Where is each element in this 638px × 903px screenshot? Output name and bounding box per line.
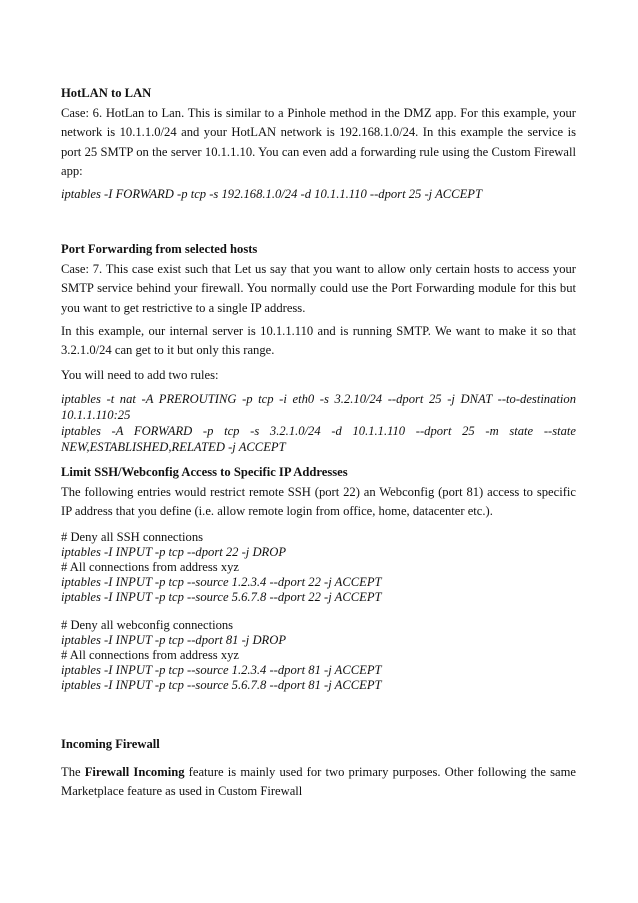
command-line: iptables -I INPUT -p tcp --source 1.2.3.4 --dport 22 -j ACCEPT — [61, 575, 382, 589]
command-prerouting-rule — [61, 391, 576, 455]
comment-line: # Deny all webconfig connections — [61, 618, 234, 632]
firewall-incoming-term: Firewall Incoming — [84, 765, 185, 779]
command-line: iptables -I INPUT -p tcp --source 5.6.7.8 --dport 22 -j ACCEPT — [61, 590, 382, 604]
paragraph-port-forwarding-case: Case: 7. This case exist such that Let us say that you want to allow only certain hosts to access your SMTP service behind your firewall. You normally could use the Port Forwarding module for this but you want to get restrictive to a single IP address. — [61, 262, 576, 315]
code-block-webconfig — [61, 618, 576, 693]
paragraph-prefix: The — [61, 765, 85, 779]
heading-incoming-firewall: Incoming Firewall — [61, 737, 160, 751]
comment-line: # Deny all SSH connections — [61, 530, 204, 544]
command-line: iptables -I INPUT -p tcp --source 1.2.3.4 --dport 81 -j ACCEPT — [61, 663, 382, 677]
heading-port-forwarding: Port Forwarding from selected hosts — [61, 242, 258, 256]
command-line: iptables -I INPUT -p tcp --dport 22 -j DROP — [61, 545, 287, 559]
command-line: iptables -I INPUT -p tcp --source 5.6.7.8 --dport 81 -j ACCEPT — [61, 678, 382, 692]
paragraph-suffix: feature is mainly used for two primary purposes. Other following the same Marketplace feature as used in Custom Firewall — [61, 765, 577, 799]
command-forward-line-1: iptables -A FORWARD -p tcp -s 3.2.1.0/24 -d 10.1.1.110 --dport 25 -m state --state — [61, 424, 576, 438]
command-line: iptables -I INPUT -p tcp --dport 81 -j DROP — [61, 633, 287, 647]
command-hotlan-forward: iptables -I FORWARD -p tcp -s 192.168.1.0/24 -d 10.1.1.110 --dport 25 -j ACCEPT — [61, 187, 482, 201]
command-forward-line-2: NEW,ESTABLISHED,RELATED -j ACCEPT — [61, 440, 286, 454]
heading-hotlan-to-lan: HotLAN to LAN — [61, 86, 152, 100]
code-block-ssh — [61, 530, 576, 605]
command-prerouting-line-2: 10.1.1.110:25 — [61, 408, 131, 422]
comment-line: # All connections from address xyz — [61, 560, 240, 574]
paragraph-incoming-firewall — [61, 763, 576, 802]
paragraph-ssh-webconfig: The following entries would restrict remote SSH (port 22) an Webconfig (port 81) access to specific IP address that you define (i.e. allow remote login from office, home, datacenter etc.). — [61, 485, 576, 519]
paragraph-two-rules: You will need to add two rules: — [61, 368, 219, 382]
heading-limit-ssh-webconfig: Limit SSH/Webconfig Access to Specific IP Addresses — [61, 465, 348, 479]
command-prerouting-line-1: iptables -t nat -A PREROUTING -p tcp -i eth0 -s 3.2.10/24 --dport 25 -j DNAT --to-destination — [61, 392, 576, 406]
paragraph-port-forwarding-example: In this example, our internal server is 10.1.1.110 and is running SMTP. We want to make it so that 3.2.1.0/24 can get to it but only this range. — [61, 324, 576, 358]
paragraph-hotlan-case: Case: 6. HotLan to Lan. This is similar to a Pinhole method in the DMZ app. For this example, your network is 10.1.1.0/24 and your HotLAN network is 192.168.1.0/24. In this example the service is port 25 SMTP on the server 10.1.1.10. You can even add a forwarding rule using the Custom Firewall app: — [61, 106, 576, 179]
comment-line: # All connections from address xyz — [61, 648, 240, 662]
